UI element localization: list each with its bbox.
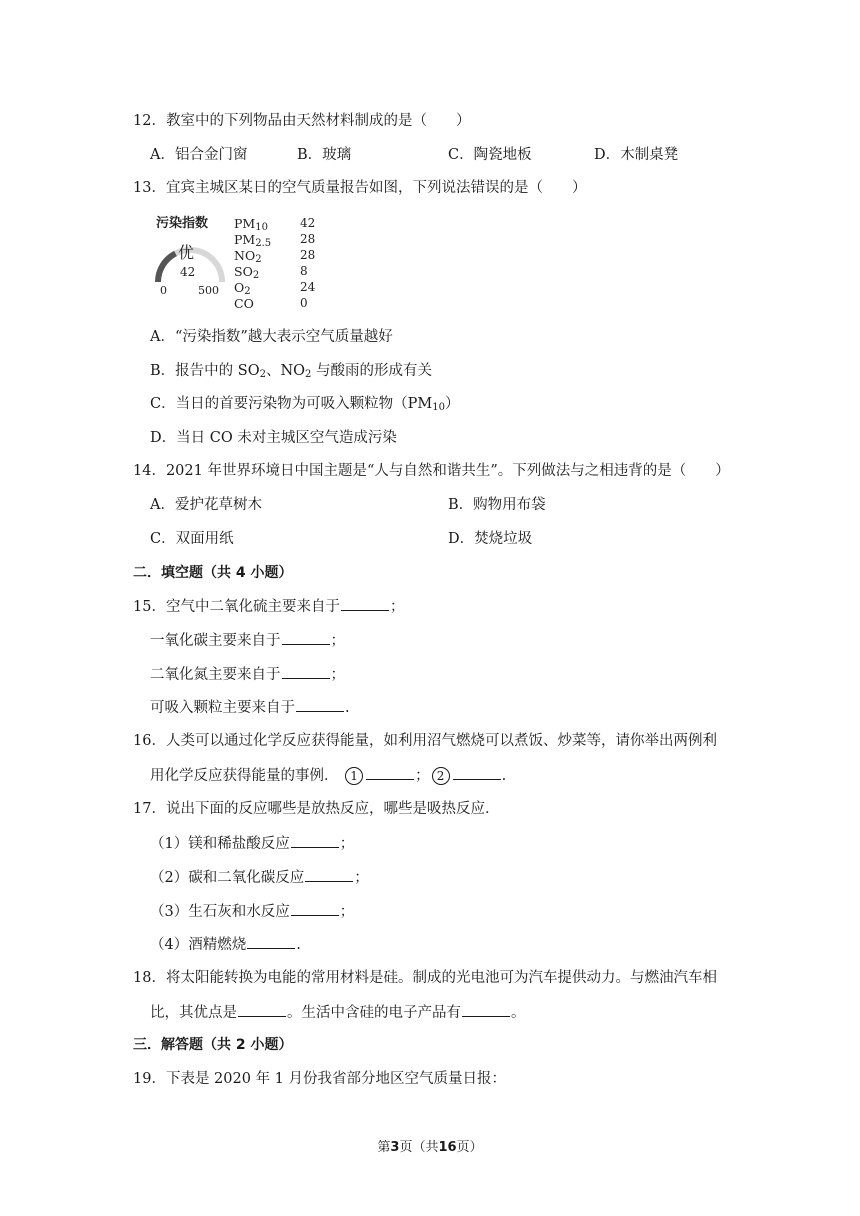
q18-line-1: 18．将太阳能转换为电能的常用材料是硅。制成的光电池可为汽车提供动力。与燃油汽车相 [133,970,717,986]
gauge-min: 0 [160,284,167,297]
answer-blank[interactable] [305,867,353,882]
q14-option-b: B．购物用布袋 [448,497,546,513]
circled-number: 1 [345,767,363,785]
q12-option-b: B．玻璃 [297,147,352,163]
section-fill-in-title: 二．填空题（共 4 小题） [133,565,293,581]
q14-option-c: C．双面用纸 [150,531,234,547]
q13-option-d: D．当日 CO 未对主城区空气造成污染 [150,430,397,446]
answer-blank[interactable] [462,1002,510,1017]
gauge-max: 500 [198,284,219,297]
q12-stem: 12．教室中的下列物品由天然材料制成的是（ ） [133,113,471,129]
q15-line-2: 一氧化碳主要来自于 ； [150,630,345,651]
page-footer: 第3页（共16页） [377,1140,483,1155]
answer-blank[interactable] [341,596,389,611]
q13-stem: 13．宜宾主城区某日的空气质量报告如图，下列说法错误的是（ ） [133,180,587,196]
pollutant-name: $PM_{2.5}$ [234,232,272,249]
answer-blank[interactable] [282,664,330,679]
q14-option-a: A．爱护花草树木 [150,497,262,513]
q15-line-1: 15．空气中二氧化硫主要来自于 ； [133,596,404,617]
q14-option-d: D．焚烧垃圾 [448,531,533,547]
pollutant-value: 0 [300,296,308,310]
air-quality-figure [150,210,320,316]
answer-blank[interactable] [366,765,414,780]
q13-option-a: A．“污染指数”越大表示空气质量越好 [150,329,393,345]
circled-number: 2 [432,767,450,785]
page-total: 16 [438,1140,457,1155]
pollutant-value: 8 [300,264,308,278]
pollution-index-value: 42 [180,265,196,279]
q18-line-2: 比，其优点是 。生活中含硅的电子产品有 。 [150,1002,526,1023]
q12-option-c: C．陶瓷地板 [448,147,532,163]
pollutant-value: 24 [300,280,316,294]
q16-line-1: 16．人类可以通过化学反应获得能量，如利用沼气燃烧可以煮饭、炒菜等，请你举出两例利 [133,733,717,749]
pollutant-name: $PM_{10}$ [234,216,268,233]
pollutant-name: $O_2$ [234,280,251,297]
q14-stem: 14．2021 年世界环境日中国主题是“人与自然和谐共生”。下列做法与之相违背的是（ ） [133,463,730,479]
pollutant-name: $NO_2$ [234,248,262,265]
q13-option-c: C．当日的首要污染物为可吸入颗粒物$(PM_{10})$ [150,396,460,413]
pollution-index-title: 污染指数 [156,216,209,231]
gauge-level [158,254,176,283]
pollutant-value: 28 [300,248,316,262]
air-quality-grade: 优 [178,243,195,262]
pollutant-name: CO [234,296,254,311]
q17-item: （3）生石灰和水反应 ； [150,901,354,922]
q19-stem: 19．下表是 2020 年 1 月份我省部分地区空气质量日报： [133,1071,507,1087]
answer-blank[interactable] [296,697,344,712]
q17-item: （2）碳和二氧化碳反应 ； [150,867,369,888]
answer-blank[interactable] [282,630,330,645]
q15-line-3: 二氧化氮主要来自于 ； [150,664,345,685]
pollutant-value: 28 [300,232,316,246]
q13-option-b: B．报告中的 $SO_2$、$NO_2$ 与酸雨的形成有关 [150,363,433,380]
answer-blank[interactable] [291,833,339,848]
q15-line-4: 可吸入颗粒主要来自于 . [150,697,350,718]
q12-option-a: A．铝合金门窗 [150,147,248,163]
answer-blank[interactable] [247,934,295,949]
page-number: 3 [390,1140,400,1155]
answer-blank[interactable] [453,765,501,780]
pollutant-value: 42 [300,216,316,230]
pollutant-name: $SO_2$ [234,264,260,281]
answer-blank[interactable] [238,1002,286,1017]
q17-item: （4）酒精燃烧 . [150,934,301,955]
answer-blank[interactable] [291,901,339,916]
q17-stem: 17．说出下面的反应哪些是放热反应，哪些是吸热反应． [133,801,500,817]
q16-line-2: 用化学反应获得能量的事例． 1 ； 2 . [150,765,506,786]
q12-option-d: D．木制桌凳 [594,147,679,163]
section-answer-title: 三．解答题（共 2 小题） [133,1037,293,1053]
q17-item: （1）镁和稀盐酸反应 ； [150,833,354,854]
